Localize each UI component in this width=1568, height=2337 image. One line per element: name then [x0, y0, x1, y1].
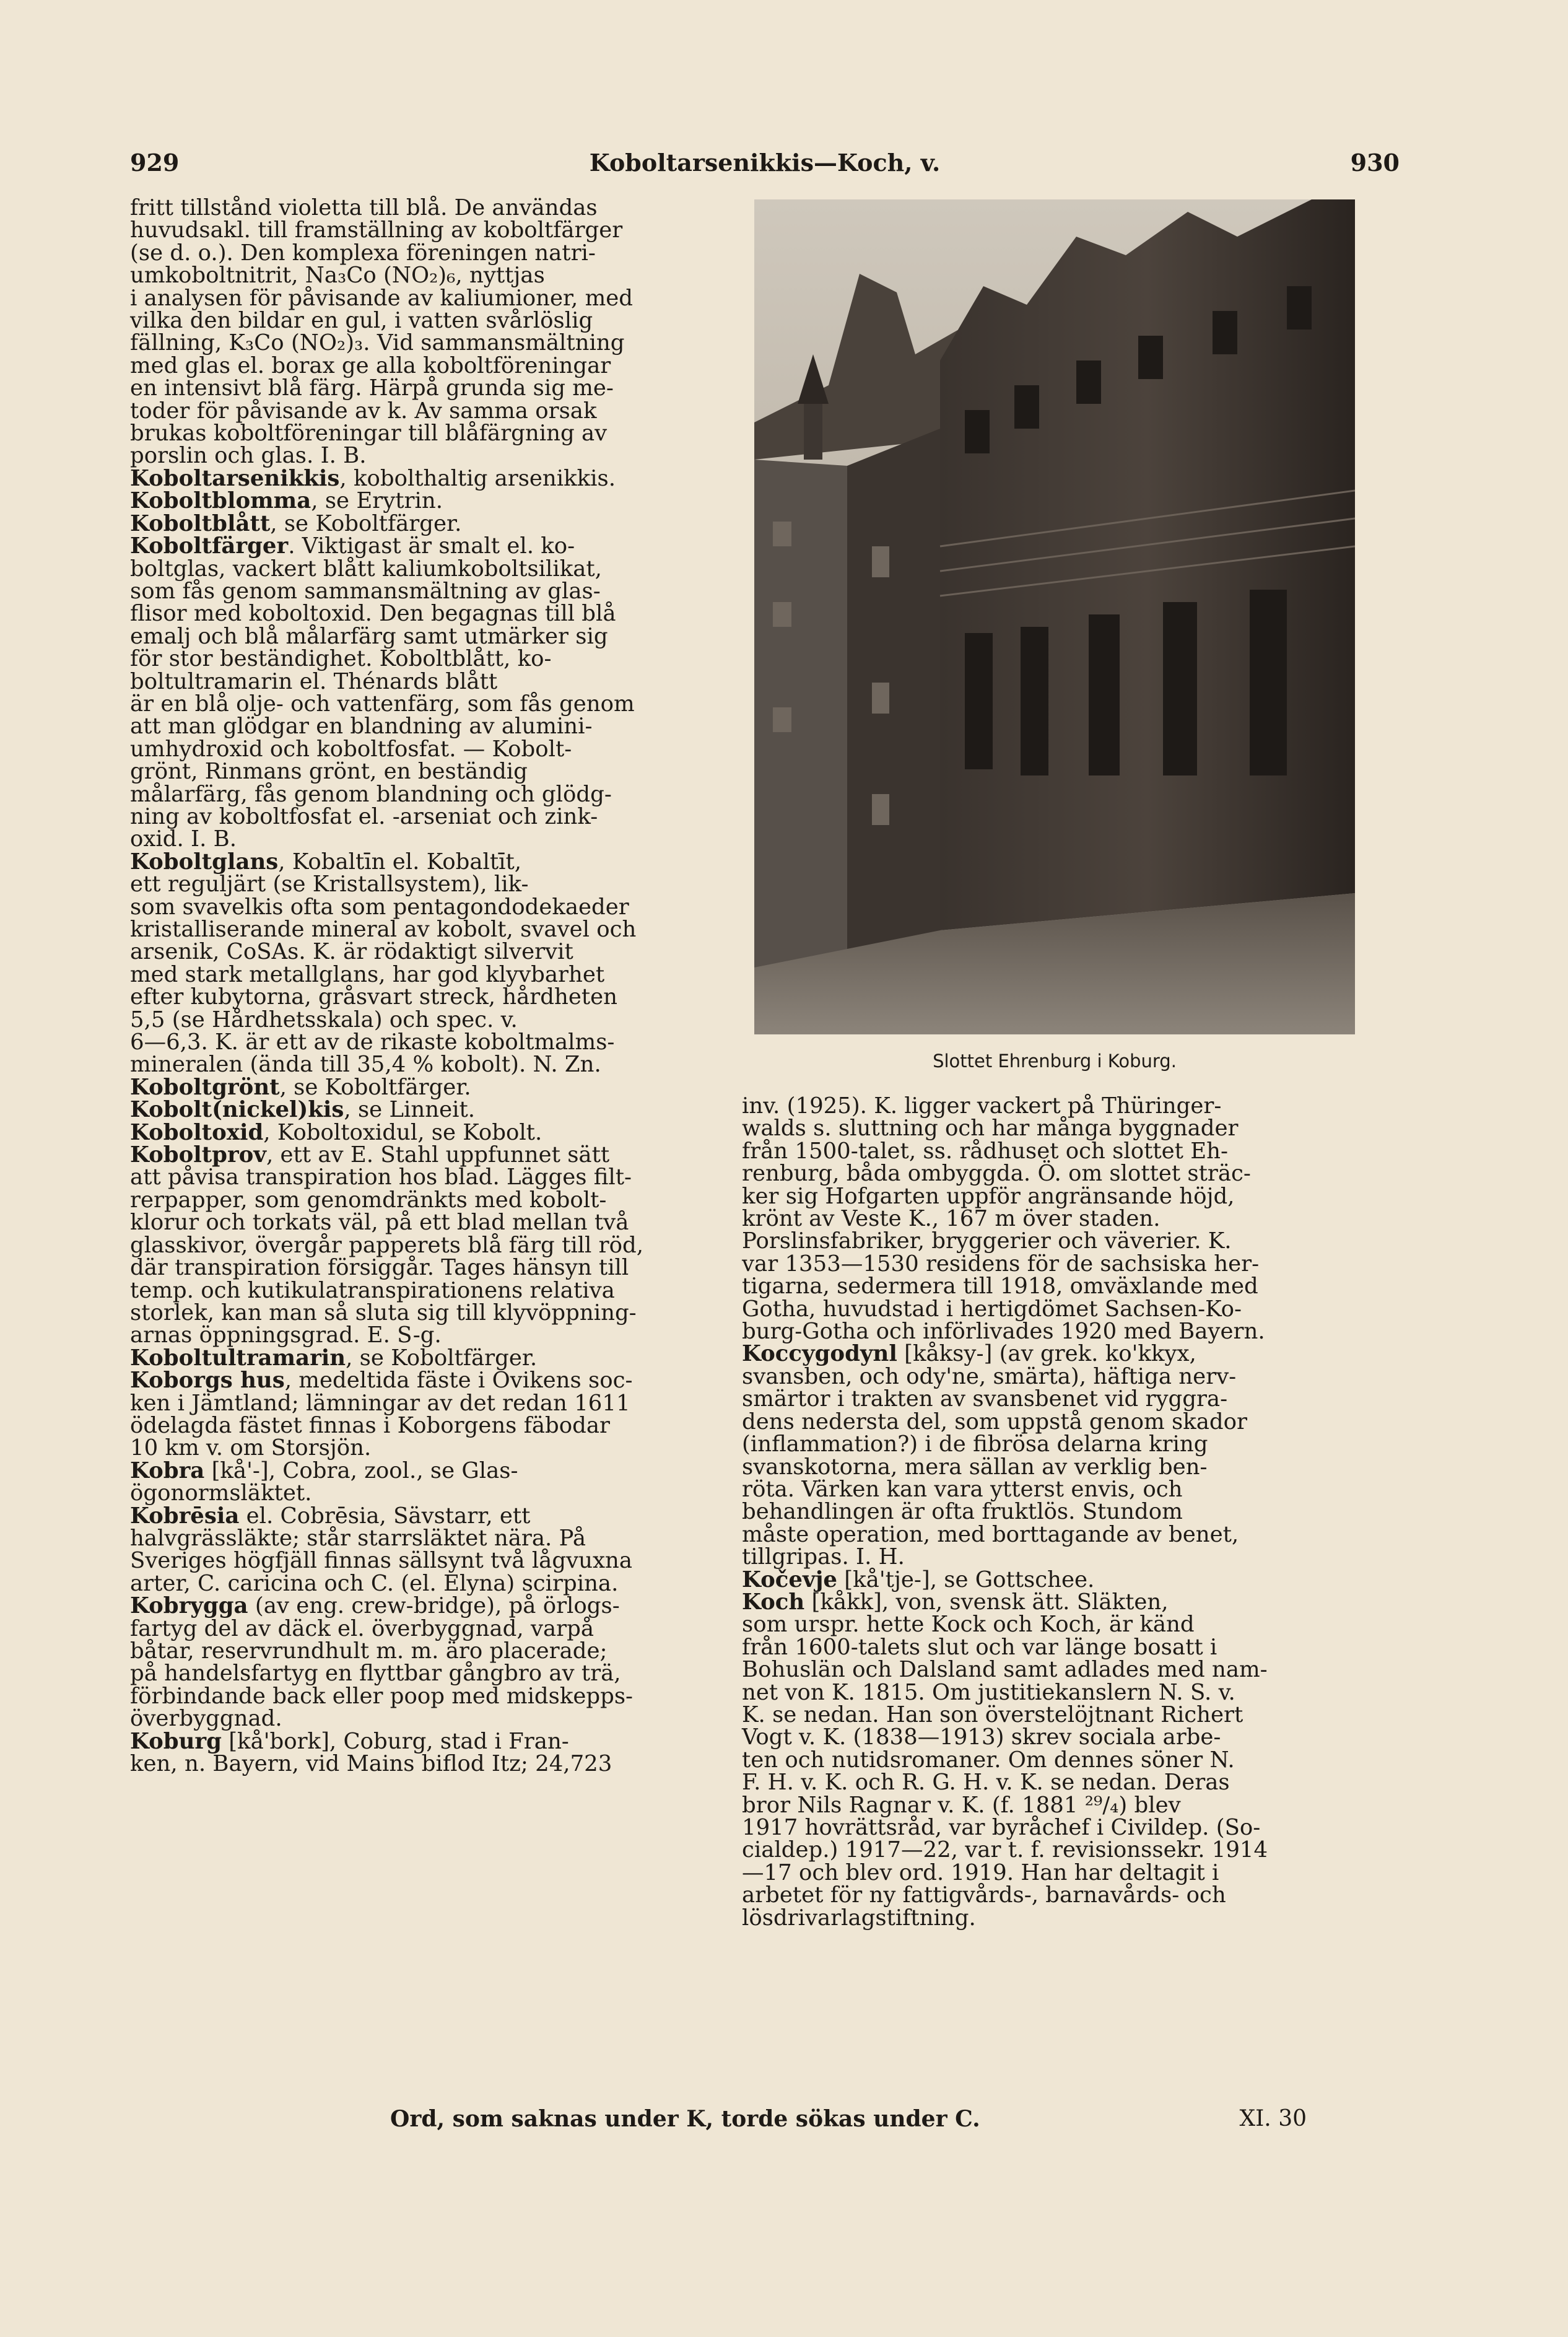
text-line: ten och nutidsromaner. Om dennes söner N. — [742, 1747, 1235, 1773]
text-line: storlek, kan man så sluta sig till klyvöppning- — [130, 1300, 637, 1326]
text-line: renburg, båda ombyggda. Ö. om slottet sträc- — [742, 1161, 1251, 1187]
running-head: Koboltarsenikkis—Koch, v. — [589, 149, 941, 177]
text-line: är en blå olje- och vattenfärg, som fås genom — [130, 691, 635, 717]
entry-koboltfarger: Koboltfärger. Viktigast är smalt el. ko- — [130, 533, 575, 559]
page-header — [130, 149, 1400, 186]
entry-koburg: Koburg [kå'bork], Coburg, stad i Fran- — [130, 1728, 569, 1754]
text-line: att man glödgar en blandning av alumini- — [130, 714, 593, 740]
text-line: krönt av Veste K., 167 m över staden. — [742, 1206, 1161, 1232]
text-line: Sveriges högfjäll finnas sällsynt två lågvuxna — [130, 1548, 633, 1574]
entry-koboltnickelkis: Kobolt(nickel)kis, se Linneit. — [130, 1097, 476, 1123]
text-line: ögonormsläktet. — [130, 1480, 312, 1506]
entry-koboltgront: Koboltgrönt, se Koboltfärger. — [130, 1074, 471, 1100]
text-line: arnas öppningsgrad. E. S-g. — [130, 1322, 442, 1348]
text-line: röta. Värken kan vara ytterst envis, och — [742, 1476, 1183, 1502]
text-line: ning av koboltfosfat el. -arseniat och zink- — [130, 803, 598, 829]
page-footer — [130, 2106, 1400, 2137]
entry-kocevje: Kočevje [kå'tje-], se Gottschee. — [742, 1566, 1095, 1592]
text-line: smärtor i trakten av svansbenet vid ryggra- — [742, 1386, 1228, 1412]
entry-koboltblomma: Koboltblomma, se Erytrin. — [130, 488, 443, 514]
text-line: ödelagda fästet finnas i Koborgens fäbodar — [130, 1412, 610, 1438]
castle-photograph — [754, 199, 1355, 1034]
text-line: mineralen (ända till 35,4 % kobolt). N. Zn. — [130, 1052, 601, 1078]
text-line: —17 och blev ord. 1919. Han har deltagit i — [742, 1859, 1219, 1885]
text-line: vilka den bildar en gul, i vatten svårlöslig — [130, 308, 593, 334]
text-line: F. H. v. K. och R. G. H. v. K. se nedan. Deras — [742, 1770, 1230, 1796]
text-line: med stark metallglans, har god klyvbarhet — [130, 961, 605, 987]
text-line: arter, C. caricina och C. (el. Elyna) scirpina. — [130, 1570, 619, 1596]
entry-koboltblatt: Koboltblått, se Koboltfärger. — [130, 510, 462, 536]
text-line: porslin och glas. I. B. — [130, 443, 367, 469]
text-line: tillgripas. I. H. — [742, 1544, 905, 1570]
text-line: umkoboltnitrit, Na₃Co (NO₂)₆, nyttjas — [130, 263, 545, 289]
entry-kobrygga: Kobrygga (av eng. crew-bridge), på örlogs- — [130, 1593, 620, 1619]
entry-koboltoxid: Koboltoxid, Koboltoxidul, se Kobolt. — [130, 1119, 542, 1145]
text-line: ker sig Hofgarten uppför angränsande höjd, — [742, 1183, 1235, 1209]
text-line: glasskivor, övergår papperets blå färg till röd, — [130, 1232, 644, 1258]
text-line: brukas koboltföreningar till blåfärgning av — [130, 421, 608, 447]
text-line: målarfärg, fås genom blandning och glödg- — [130, 781, 612, 807]
entry-koboltarsenikkis: Koboltarsenikkis, kobolthaltig arsenikkis. — [130, 465, 616, 491]
text-line: huvudsakl. till framställning av koboltfärger — [130, 217, 623, 243]
text-line: var 1353—1530 residens för de sachsiska her- — [742, 1251, 1260, 1277]
text-line: fritt tillstånd violetta till blå. De användas — [130, 195, 598, 221]
text-line: grönt, Rinmans grönt, en beständig — [130, 759, 528, 785]
text-line: burg-Gotha och införlivades 1920 med Bayern. — [742, 1319, 1265, 1345]
text-line: från 1500-talet, ss. rådhuset och slottet Eh- — [742, 1138, 1228, 1164]
text-line: överbyggnad. — [130, 1706, 282, 1732]
entry-koboltprov: Koboltprov, ett av E. Stahl uppfunnet sätt — [130, 1142, 610, 1168]
text-line: 1917 hovrättsråd, var byråchef i Civildep. (So- — [742, 1815, 1261, 1840]
text-line: ett reguljärt (se Kristallsystem), lik- — [130, 871, 529, 898]
text-line: kristalliserande mineral av kobolt, svavel och — [130, 917, 637, 942]
entry-koboltglans: Koboltglans, Kobaltīn el. Kobaltīt, — [130, 849, 522, 875]
text-line: måste operation, med borttagande av benet, — [742, 1521, 1239, 1547]
text-line: fällning, K₃Co (NO₂)₃. Vid sammansmältning — [130, 330, 625, 356]
text-line: förbindande back eller poop med midskepps- — [130, 1683, 634, 1709]
entry-kobra: Kobra [kå'-], Cobra, zool., se Glas- — [130, 1457, 518, 1483]
text-line: (inflammation?) i de fibrösa delarna kring — [742, 1431, 1208, 1457]
photo-caption: Slottet Ehrenburg i Koburg. — [933, 1051, 1177, 1072]
text-line: som svavelkis ofta som pentagondodekaeder — [130, 894, 629, 920]
text-line: 10 km v. om Storsjön. — [130, 1435, 372, 1461]
page-number-right: 930 — [1350, 149, 1400, 177]
entry-kobresia: Kobrēsia el. Cobrēsia, Sävstarr, ett — [130, 1503, 531, 1529]
text-line: arbetet för ny fattigvårds-, barnavårds- och — [742, 1882, 1226, 1908]
text-line: för stor beständighet. Koboltblått, ko- — [130, 646, 552, 672]
entry-koboltultramarin: Koboltultramarin, se Koboltfärger. — [130, 1345, 538, 1371]
text-line: Gotha, huvudstad i hertigdömet Sachsen-Ko- — [742, 1296, 1242, 1322]
text-line: att påvisa transpiration hos blad. Lägges filt- — [130, 1164, 632, 1190]
text-line: klorur och torkats väl, på ett blad mellan två — [130, 1210, 629, 1236]
text-line: Vogt v. K. (1838—1913) skrev sociala arbe- — [742, 1724, 1221, 1750]
text-line: som fås genom sammansmältning av glas- — [130, 578, 601, 604]
text-line: net von K. 1815. Om justitiekanslern N. S. v. — [742, 1679, 1235, 1705]
text-line: flisor med koboltoxid. Den begagnas till blå — [130, 601, 616, 627]
text-line: K. se nedan. Han son överstelöjtnant Richert — [742, 1701, 1244, 1728]
text-line: svanskotorna, mera sällan av verklig ben- — [742, 1454, 1208, 1480]
text-line: från 1600-talets slut och var länge bosatt i — [742, 1634, 1217, 1660]
text-line: umhydroxid och koboltfosfat. — Kobolt- — [130, 736, 572, 762]
text-line: Bohuslän och Dalsland samt adlades med nam- — [742, 1657, 1268, 1683]
text-line: dens nedersta del, som uppstå genom skador — [742, 1409, 1247, 1435]
text-line: halvgrässläkte; står starrsläktet nära. På — [130, 1525, 586, 1551]
text-line: ken i Jämtland; lämningar av det redan 1611 — [130, 1390, 630, 1416]
left-column — [130, 197, 712, 1775]
text-line: rerpapper, som genomdränkts med kobolt- — [130, 1187, 607, 1213]
text-line: tigarna, sedermera till 1918, omväxlande med — [742, 1273, 1258, 1300]
text-line: emalj och blå målarfärg samt utmärker sig — [130, 623, 608, 649]
text-line: efter kubytorna, gråsvart streck, hårdheten — [130, 984, 618, 1010]
text-line: lösdrivarlagstiftning. — [742, 1905, 976, 1931]
page-number-left: 929 — [130, 149, 180, 177]
entry-koch: Koch [kåkk], von, svensk ätt. Släkten, — [742, 1589, 1169, 1615]
text-line: boltultramarin el. Thénards blått — [130, 668, 498, 694]
castle-photo-illustration — [754, 199, 1355, 1034]
text-line: walds s. sluttning och har många byggnader — [742, 1116, 1239, 1142]
text-line: inv. (1925). K. ligger vackert på Thüringer- — [742, 1093, 1222, 1119]
text-line: båtar, reservrundhult m. m. äro placerade; — [130, 1638, 608, 1664]
footer-note: Ord, som saknas under K, torde sökas under C. — [390, 2106, 980, 2132]
text-line: toder för påvisande av k. Av samma orsak — [130, 398, 597, 424]
text-line: i analysen för påvisande av kaliumioner, med — [130, 285, 633, 311]
text-line: 6—6,3. K. är ett av de rikaste koboltmalms- — [130, 1029, 615, 1055]
text-line: arsenik, CoSAs. K. är rödaktigt silvervit — [130, 939, 573, 965]
text-line: fartyg del av däck el. överbyggnad, varpå — [130, 1615, 595, 1641]
text-line: en intensivt blå färg. Härpå grunda sig me- — [130, 375, 614, 401]
text-line: där transpiration försiggår. Tages hänsyn till — [130, 1255, 629, 1281]
text-line: Porslinsfabriker, bryggerier och väverier. K. — [742, 1228, 1232, 1254]
text-line: cialdep.) 1917—22, var t. f. revisionssekr. 1914 — [742, 1837, 1268, 1863]
text-line: temp. och kutikulatranspirationens relativa — [130, 1277, 615, 1303]
entry-koccygodyni: Koccygodynl [kåksy-] (av grek. ko'kkyx, — [742, 1341, 1196, 1367]
text-line: på handelsfartyg en flyttbar gångbro av trä, — [130, 1661, 621, 1687]
text-line: som urspr. hette Kock och Koch, är känd — [742, 1612, 1195, 1638]
signature-mark: XI. 30 — [1239, 2106, 1307, 2131]
right-column — [742, 1095, 1355, 1929]
text-line: boltglas, vackert blått kaliumkoboltsilikat, — [130, 556, 602, 582]
text-line: 5,5 (se Hårdhetsskala) och spec. v. — [130, 1007, 518, 1033]
text-line: bror Nils Ragnar v. K. (f. 1881 ²⁹/₄) blev — [742, 1792, 1181, 1818]
text-line: ken, n. Bayern, vid Mains biflod Itz; 24,723 — [130, 1751, 612, 1777]
text-line: med glas el. borax ge alla koboltföreningar — [130, 352, 611, 378]
text-line: svansben, och ody'ne, smärta), häftiga nerv- — [742, 1363, 1237, 1389]
text-line: behandlingen är ofta fruktlös. Stundom — [742, 1499, 1183, 1525]
entry-koborgs-hus: Koborgs hus, medeltida fäste i Ovikens soc- — [130, 1368, 633, 1394]
text-line: (se d. o.). Den komplexa föreningen natri- — [130, 240, 596, 266]
text-line: oxid. I. B. — [130, 826, 237, 852]
